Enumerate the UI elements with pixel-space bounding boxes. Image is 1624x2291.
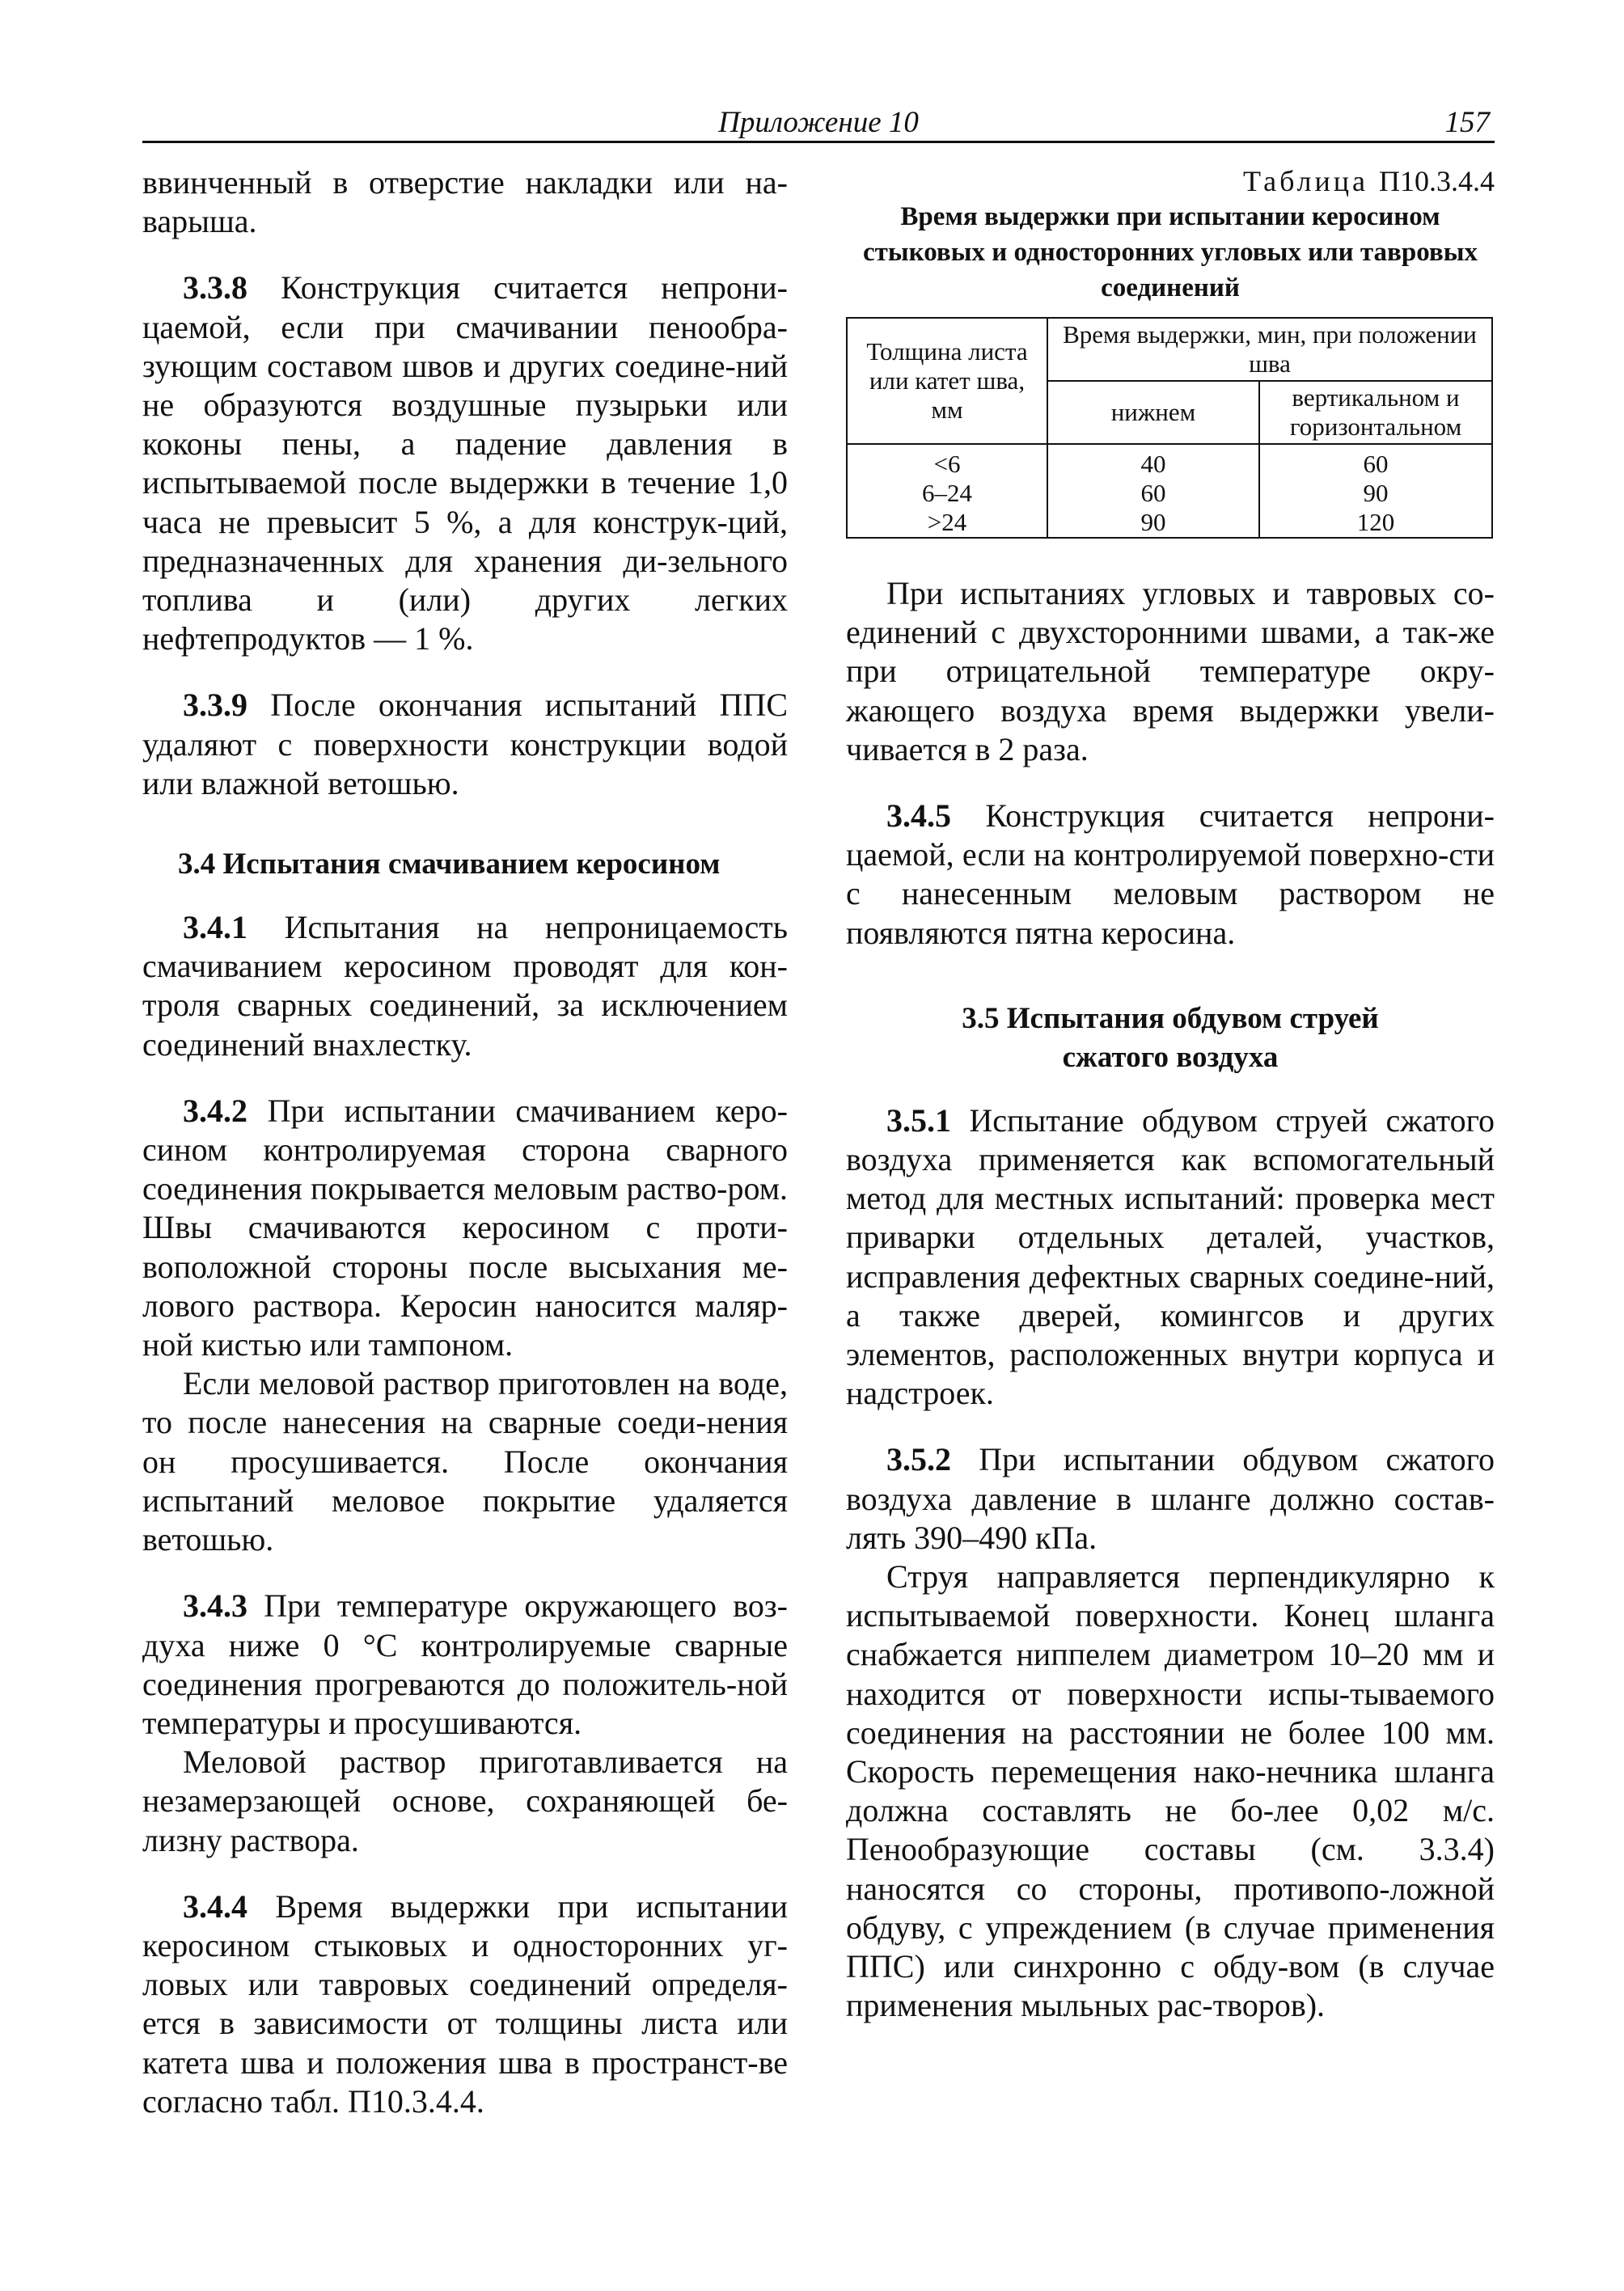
clause-number: 3.3.8 xyxy=(183,269,247,306)
running-header-title: Приложение 10 xyxy=(718,106,919,139)
table-cell: >24 xyxy=(847,508,1047,538)
paragraph-3-4-2-continued: Если меловой раствор приготовлен на воде, то после нанесения на сварные соеди-нения он просушивается. После окончания испытаний меловое покрытие удаляется ветошью. xyxy=(142,1365,788,1558)
table-cell: <6 xyxy=(847,444,1047,479)
paragraph-text: Конструкция считается непрони-цаемой, если на контролируемой поверхно-сти с нанесенным меловым раствором не появляются пятна керосина. xyxy=(846,797,1495,951)
clause-number: 3.4.3 xyxy=(183,1587,247,1625)
paragraph-3-4-3 xyxy=(142,1587,788,1743)
paragraph-3-5-2-continued: Струя направляется перпендикулярно к испытываемой поверхности. Конец шланга снабжается ниппелем диаметром 10–20 мм и находится от поверхности испы-тываемого соединения на расстоянии не более 100 мм. Скорость перемещения нако-нечника шланга должна составлять не бо-лее 0,02 м/с. Пенообразующие составы (см. 3.3.4) наносятся со стороны, противопо-ложной обдуву, с упреждением (в случае применения ППС) или синхронно с обду-вом (в случае применения мыльных рас-творов). xyxy=(846,1558,1495,2024)
paragraph-text: Время выдержки при испытании керосином стыковых и односторонних уг-ловых или тавровых соединений определя-ется в зависимости от толщины листа или катета шва и положения шва в пространст-ве согласно табл. П10.3.4.4. xyxy=(142,1887,788,2120)
clause-number: 3.5.1 xyxy=(886,1101,951,1139)
table-caption xyxy=(846,163,1495,199)
section-heading-line: сжатого воздуха xyxy=(1062,1040,1279,1074)
table-cell: 120 xyxy=(1259,508,1492,538)
table-row xyxy=(847,508,1492,538)
table-title: Время выдержки при испытании керосином стыковых и односторонних угловых или тавровых соединений xyxy=(863,202,1478,302)
paragraph-text: При испытании обдувом сжатого воздуха давление в шланге должно состав-лять 390–490 кПа. xyxy=(846,1441,1495,1556)
clause-number: 3.4.5 xyxy=(886,797,951,835)
paragraph-3-4-3-continued: Меловой раствор приготавливается на незамерзающей основе, сохраняющей бе-лизну раствора. xyxy=(142,1744,788,1858)
holding-time-table xyxy=(846,317,1493,539)
paragraph-text: Испытание обдувом струей сжатого воздуха применяется как вспомогательный метод для местных испытаний: проверка мест приварки отдельных деталей, участков, исправления дефектных сварных соедине-ний, а также дверей, комингсов и других элементов, расположенных внутри корпуса и надстроек. xyxy=(846,1101,1495,1412)
paragraph-after-table: При испытаниях угловых и тавровых со-единений с двухсторонними швами, а так-же при отрицательной температуре окру-жающего воздуха время выдержки увели-чивается в 2 раза. xyxy=(846,575,1495,767)
section-heading-3-5 xyxy=(846,1000,1495,1077)
table-caption-code: П10.3.4.4 xyxy=(1379,165,1495,197)
paragraph-text: При температуре окружающего воз-духа ниже 0 °С контролируемые сварные соединения прогреваются до положитель-ной температуры и просушиваются. xyxy=(142,1587,788,1741)
left-column xyxy=(142,163,788,2121)
section-heading-3-4: 3.4 Испытания смачиванием керосином xyxy=(178,848,721,881)
table-header-vertical: вертикальном и горизонтальном xyxy=(1259,381,1492,444)
table-cell: 60 xyxy=(1047,479,1259,508)
paragraph-text: Испытания на непроницаемость смачиванием керосином проводят для кон-троля сварных соединений, за исключением соединений внахлестку. xyxy=(142,909,788,1063)
clause-number: 3.4.2 xyxy=(183,1092,247,1129)
paragraph-text: Конструкция считается непрони-цаемой, если при смачивании пенообра-зующим составом швов и других соедине-ний не образуются воздушные пузырьки или коконы пены, а падение давления в испытываемой после выдержки в течение 1,0 часа не превысит 5 %, а для конструк-ций, предназначенных для хранения ди-зельного топлива и (или) других легких нефтепродуктов — 1 %. xyxy=(142,269,788,657)
table-header-group: Время выдержки, мин, при положении шва xyxy=(1047,318,1492,381)
table-row xyxy=(847,444,1492,479)
paragraph-3-3-8 xyxy=(142,268,788,658)
paragraph-3-4-5 xyxy=(846,797,1495,953)
clause-number: 3.5.2 xyxy=(886,1441,951,1478)
table-cell: 90 xyxy=(1047,508,1259,538)
paragraph-3-5-2 xyxy=(846,1440,1495,1558)
paragraph-3-3-9 xyxy=(142,686,788,803)
paragraph-3-4-1 xyxy=(142,908,788,1064)
paragraph-text: При испытании смачиванием керо-сином контролируемая сторона сварного соединения покрывается меловым раство-ром. Швы смачиваются керосином с проти-воположной стороны после высыхания ме-лового раствора. Керосин наносится маляр-ной кистью или тампоном. xyxy=(142,1092,788,1363)
paragraph-continuation: ввинченный в отверстие накладки или на-варыша. xyxy=(142,164,788,240)
table-header-bottom: нижнем xyxy=(1047,381,1259,444)
table-caption-word: Таблица xyxy=(1243,165,1368,197)
table-row xyxy=(847,479,1492,508)
clause-number: 3.4.1 xyxy=(183,909,247,946)
paragraph-text: После окончания испытаний ППС удаляют с поверхности конструкции водой или влажной ветошью. xyxy=(142,687,788,801)
running-header xyxy=(142,104,1495,143)
table-cell: 6–24 xyxy=(847,479,1047,508)
table-header-thickness: Толщина листа или катет шва, мм xyxy=(847,318,1047,444)
clause-number: 3.4.4 xyxy=(183,1887,247,1925)
table-cell: 90 xyxy=(1259,479,1492,508)
page-number: 157 xyxy=(1444,106,1490,139)
clause-number: 3.3.9 xyxy=(183,687,247,724)
paragraph-3-5-1 xyxy=(846,1101,1495,1414)
section-heading-line: 3.5 Испытания обдувом струей xyxy=(962,1001,1379,1035)
paragraph-3-4-4 xyxy=(142,1887,788,2121)
table-cell: 40 xyxy=(1047,444,1259,479)
table-cell: 60 xyxy=(1259,444,1492,479)
paragraph-3-4-2 xyxy=(142,1092,788,1364)
right-column xyxy=(846,163,1495,2026)
